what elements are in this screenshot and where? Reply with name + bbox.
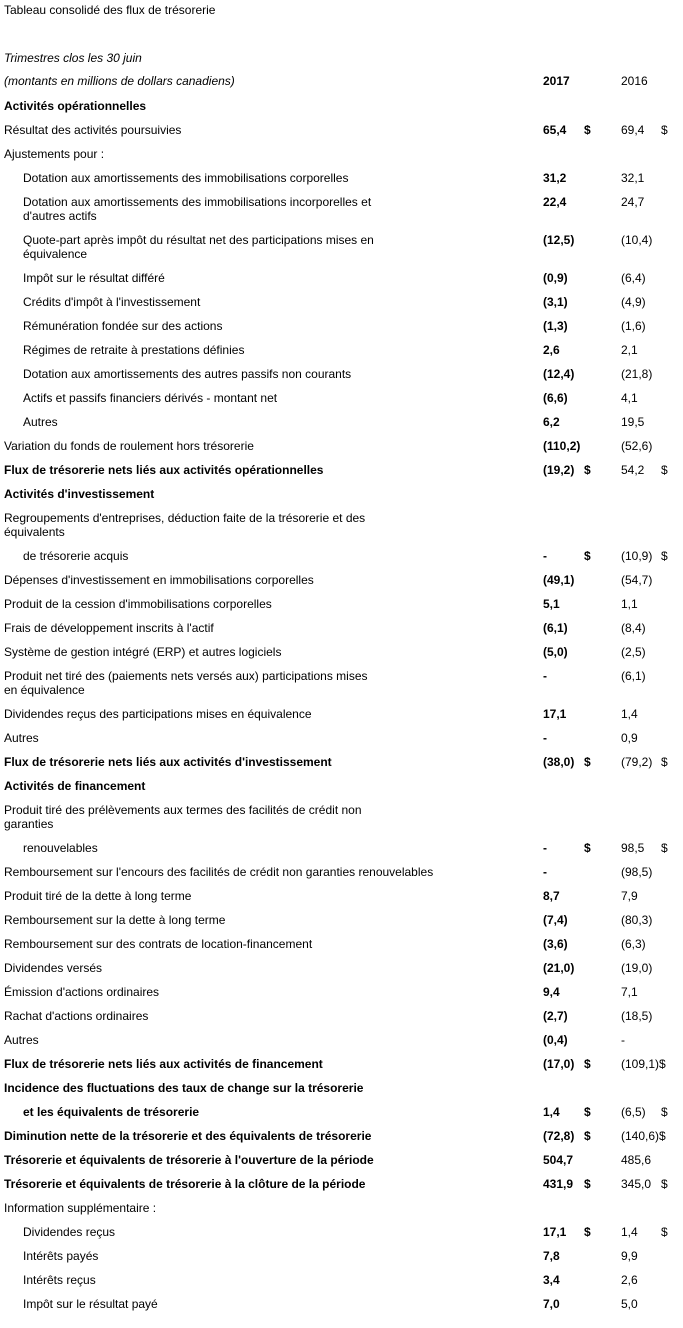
value-2016: 0,9 [621, 731, 638, 745]
row-label: Dépenses d'investissement en immobilisations corporelles [4, 573, 314, 587]
table-row [0, 270, 683, 294]
value-2017: 3,4 [543, 1273, 560, 1287]
value-2017: 504,7 [543, 1153, 574, 1167]
table-row [0, 342, 683, 366]
row-label: Flux de trésorerie nets liés aux activités de financement [4, 1057, 323, 1071]
value-2017: (21,0) [543, 961, 575, 975]
value-2017: (38,0) [543, 755, 575, 769]
table-row [0, 572, 683, 596]
value-2016: (1,6) [621, 319, 646, 333]
table-row [0, 414, 683, 438]
value-2016: (2,5) [621, 645, 646, 659]
value-2016: (10,9) [621, 549, 653, 563]
row-label: Flux de trésorerie nets liés aux activités opérationnelles [4, 463, 324, 477]
table-row [0, 960, 683, 984]
value-2016: (52,6) [621, 439, 653, 453]
row-label: Frais de développement inscrits à l'actif [4, 621, 214, 635]
currency-2016: $ [661, 1177, 668, 1191]
value-2017: (2,7) [543, 1009, 568, 1023]
table-row [0, 1152, 683, 1176]
row-label: Rémunération fondée sur des actions [23, 319, 223, 333]
value-2016: (19,0) [621, 961, 653, 975]
value-2017: 9,4 [543, 985, 560, 999]
value-2017: (72,8) [543, 1129, 575, 1143]
value-2016: (6,1) [621, 669, 646, 683]
row-label: Dotation aux amortissements des immobilisations corporelles [23, 171, 349, 185]
value-2016: 32,1 [621, 171, 645, 185]
table-row [0, 1104, 683, 1128]
row-label: Système de gestion intégré (ERP) et autres logiciels [4, 645, 282, 659]
table-row [0, 122, 683, 146]
value-2017: (49,1) [543, 573, 575, 587]
value-2016: (109,1)$ [621, 1057, 666, 1071]
table-row [0, 888, 683, 912]
table-row [0, 730, 683, 754]
currency-2016: $ [661, 463, 668, 477]
value-2017: (7,4) [543, 913, 568, 927]
row-label: Produit tiré de la dette à long terme [4, 889, 192, 903]
value-2016: 98,5 [621, 841, 645, 855]
table-row [0, 1032, 683, 1056]
row-label: Activités de financement [4, 779, 146, 793]
currency-2016: $ [661, 123, 668, 137]
row-label: Trésorerie et équivalents de trésorerie à la clôture de la période [4, 1177, 366, 1191]
row-label: Actifs et passifs financiers dérivés - montant net [23, 391, 278, 405]
table-row [0, 366, 683, 390]
table-row [0, 232, 683, 270]
row-label: Dotation aux amortissements des immobilisations incorporelles et d'autres actifs [23, 195, 372, 223]
row-label: Dividendes reçus des participations mises en équivalence [4, 707, 312, 721]
row-label: Produit de la cession d'immobilisations corporelles [4, 597, 272, 611]
row-label: Ajustements pour : [4, 147, 105, 161]
row-label: Activités d'investissement [4, 487, 155, 501]
row-label: Remboursement sur la dette à long terme [4, 913, 226, 927]
currency-2017: $ [584, 1177, 591, 1191]
row-label: Quote-part après impôt du résultat net des participations mises en équivalence [23, 233, 374, 261]
value-2016: - [621, 1033, 625, 1047]
value-2017: (17,0) [543, 1057, 575, 1071]
value-2016: 345,0 [621, 1177, 652, 1191]
row-label: Information supplémentaire : [4, 1201, 157, 1215]
row-label: Émission d'actions ordinaires [4, 985, 160, 999]
value-2016: 4,1 [621, 391, 638, 405]
table-row [0, 1296, 683, 1320]
row-label: Diminution nette de la trésorerie et des équivalents de trésorerie [4, 1129, 372, 1143]
value-2017: 1,4 [543, 1105, 560, 1119]
row-label: Activités opérationnelles [4, 99, 147, 113]
value-2017: (3,6) [543, 937, 568, 951]
value-2016: (6,5) [621, 1105, 646, 1119]
value-2016: (21,8) [621, 367, 653, 381]
value-2017: 22,4 [543, 195, 567, 209]
table-row [0, 390, 683, 414]
value-2017: - [543, 669, 547, 683]
value-2016: (6,3) [621, 937, 646, 951]
table-row [0, 864, 683, 888]
value-2016: (80,3) [621, 913, 653, 927]
table-row [0, 778, 683, 802]
row-label: et les équivalents de trésorerie [23, 1105, 200, 1119]
table-row [0, 936, 683, 960]
currency-2017: $ [584, 463, 591, 477]
value-2016: 2,1 [621, 343, 638, 357]
value-2017: (19,2) [543, 463, 575, 477]
table-row [0, 510, 683, 548]
row-label: Autres [4, 731, 39, 745]
value-2017: - [543, 549, 547, 563]
value-2016: 5,0 [621, 1297, 638, 1311]
table-row [0, 1200, 683, 1224]
table-row [0, 840, 683, 864]
currency-2017: $ [584, 1129, 591, 1143]
table-row [0, 98, 683, 122]
value-2017: 431,9 [543, 1177, 574, 1191]
table-row [0, 548, 683, 572]
value-2017: (0,4) [543, 1033, 568, 1047]
currency-2016: $ [661, 1105, 668, 1119]
table-row [0, 596, 683, 620]
table-row [0, 1008, 683, 1032]
value-2016: (4,9) [621, 295, 646, 309]
row-label: Flux de trésorerie nets liés aux activités d'investissement [4, 755, 332, 769]
table-row [0, 802, 683, 840]
value-2016: 24,7 [621, 195, 645, 209]
currency-2017: $ [584, 841, 591, 855]
value-2017: (6,1) [543, 621, 568, 635]
value-2016: (18,5) [621, 1009, 653, 1023]
table-row [0, 754, 683, 778]
value-2017: 8,7 [543, 889, 560, 903]
value-2016: 9,9 [621, 1249, 638, 1263]
table-row [0, 912, 683, 936]
row-label: Remboursement sur l'encours des facilités de crédit non garanties renouvelables [4, 865, 434, 879]
table-row [0, 668, 683, 706]
year-2017-header: 2017 [543, 74, 570, 88]
value-2016: (6,4) [621, 271, 646, 285]
value-2017: 6,2 [543, 415, 560, 429]
value-2016: 19,5 [621, 415, 645, 429]
currency-2016: $ [661, 1225, 668, 1239]
value-2016: 7,9 [621, 889, 638, 903]
value-2017: (5,0) [543, 645, 568, 659]
row-label: Autres [23, 415, 58, 429]
value-2016: 69,4 [621, 123, 645, 137]
row-label: Variation du fonds de roulement hors trésorerie [4, 439, 254, 453]
currency-2017: $ [584, 1057, 591, 1071]
row-label: Remboursement sur des contrats de location-financement [4, 937, 313, 951]
value-2016: 2,6 [621, 1273, 638, 1287]
value-2017: (0,9) [543, 271, 568, 285]
row-label: de trésorerie acquis [23, 549, 129, 563]
period-label: Trimestres clos les 30 juin [4, 51, 142, 65]
table-row [0, 1224, 683, 1248]
table-row [0, 194, 683, 232]
row-label: Impôt sur le résultat payé [23, 1297, 158, 1311]
value-2017: 2,6 [543, 343, 560, 357]
value-2017: (12,4) [543, 367, 575, 381]
value-2016: 1,4 [621, 707, 638, 721]
currency-2016: $ [661, 755, 668, 769]
value-2016: 54,2 [621, 463, 645, 477]
table-row [0, 706, 683, 730]
value-2016: (140,6)$ [621, 1129, 666, 1143]
row-label: Produit net tiré des (paiements nets versés aux) participations mises en équivalence [4, 669, 368, 697]
table-row [0, 1128, 683, 1152]
row-label: Incidence des fluctuations des taux de change sur la trésorerie [4, 1081, 364, 1095]
row-label: Autres [4, 1033, 39, 1047]
value-2017: - [543, 841, 547, 855]
row-label: Trésorerie et équivalents de trésorerie à l'ouverture de la période [4, 1153, 374, 1167]
row-label: Impôt sur le résultat différé [23, 271, 165, 285]
value-2017: (3,1) [543, 295, 568, 309]
value-2016: 7,1 [621, 985, 638, 999]
value-2017: (12,5) [543, 233, 575, 247]
currency-2017: $ [584, 549, 591, 563]
value-2016: 485,6 [621, 1153, 652, 1167]
row-label: Intérêts reçus [23, 1273, 96, 1287]
value-2016: (8,4) [621, 621, 646, 635]
table-row [0, 1056, 683, 1080]
table-row [0, 318, 683, 342]
value-2017: 5,1 [543, 597, 560, 611]
value-2017: (110,2) [543, 439, 581, 453]
row-label: Crédits d'impôt à l'investissement [23, 295, 201, 309]
table-row [0, 1080, 683, 1104]
value-2017: 17,1 [543, 707, 567, 721]
value-2017: 7,0 [543, 1297, 560, 1311]
row-label: Regroupements d'entreprises, déduction faite de la trésorerie et des équivalents [4, 511, 366, 539]
table-row [0, 984, 683, 1008]
row-label: Régimes de retraite à prestations définies [23, 343, 245, 357]
value-2017: 17,1 [543, 1225, 567, 1239]
table-row [0, 438, 683, 462]
table-row [0, 620, 683, 644]
currency-2017: $ [584, 755, 591, 769]
value-2016: 1,1 [621, 597, 638, 611]
row-label: Rachat d'actions ordinaires [4, 1009, 149, 1023]
value-2017: - [543, 865, 547, 879]
table-row [0, 1176, 683, 1200]
value-2016: (79,2) [621, 755, 653, 769]
value-2017: 31,2 [543, 171, 567, 185]
value-2017: 65,4 [543, 123, 567, 137]
currency-2017: $ [584, 1105, 591, 1119]
row-label: Dividendes reçus [23, 1225, 116, 1239]
table-row [0, 462, 683, 486]
table-row [0, 1272, 683, 1296]
row-label: Produit tiré des prélèvements aux termes des facilités de crédit non garanties [4, 803, 362, 831]
value-2016: (10,4) [621, 233, 653, 247]
row-label: renouvelables [23, 841, 98, 855]
value-2017: (6,6) [543, 391, 568, 405]
table-row [0, 170, 683, 194]
table-row [0, 294, 683, 318]
value-2016: (98,5) [621, 865, 653, 879]
value-2017: - [543, 731, 547, 745]
value-2016: (54,7) [621, 573, 653, 587]
row-label: Résultat des activités poursuivies [4, 123, 182, 137]
table-row [0, 1248, 683, 1272]
currency-2016: $ [661, 841, 668, 855]
currency-2016: $ [661, 549, 668, 563]
table-row [0, 486, 683, 510]
year-2016-header: 2016 [621, 74, 648, 88]
currency-2017: $ [584, 1225, 591, 1239]
cash-flow-table [0, 98, 683, 1320]
currency-2017: $ [584, 123, 591, 137]
value-2017: (1,3) [543, 319, 568, 333]
row-label: Dividendes versés [4, 961, 103, 975]
value-2016: 1,4 [621, 1225, 638, 1239]
value-2017: 7,8 [543, 1249, 560, 1263]
table-row [0, 146, 683, 170]
statement-title: Tableau consolidé des flux de trésorerie [4, 3, 216, 17]
row-label: Dotation aux amortissements des autres passifs non courants [23, 367, 352, 381]
units-label: (montants en millions de dollars canadiens) [4, 74, 235, 88]
row-label: Intérêts payés [23, 1249, 99, 1263]
table-row [0, 644, 683, 668]
